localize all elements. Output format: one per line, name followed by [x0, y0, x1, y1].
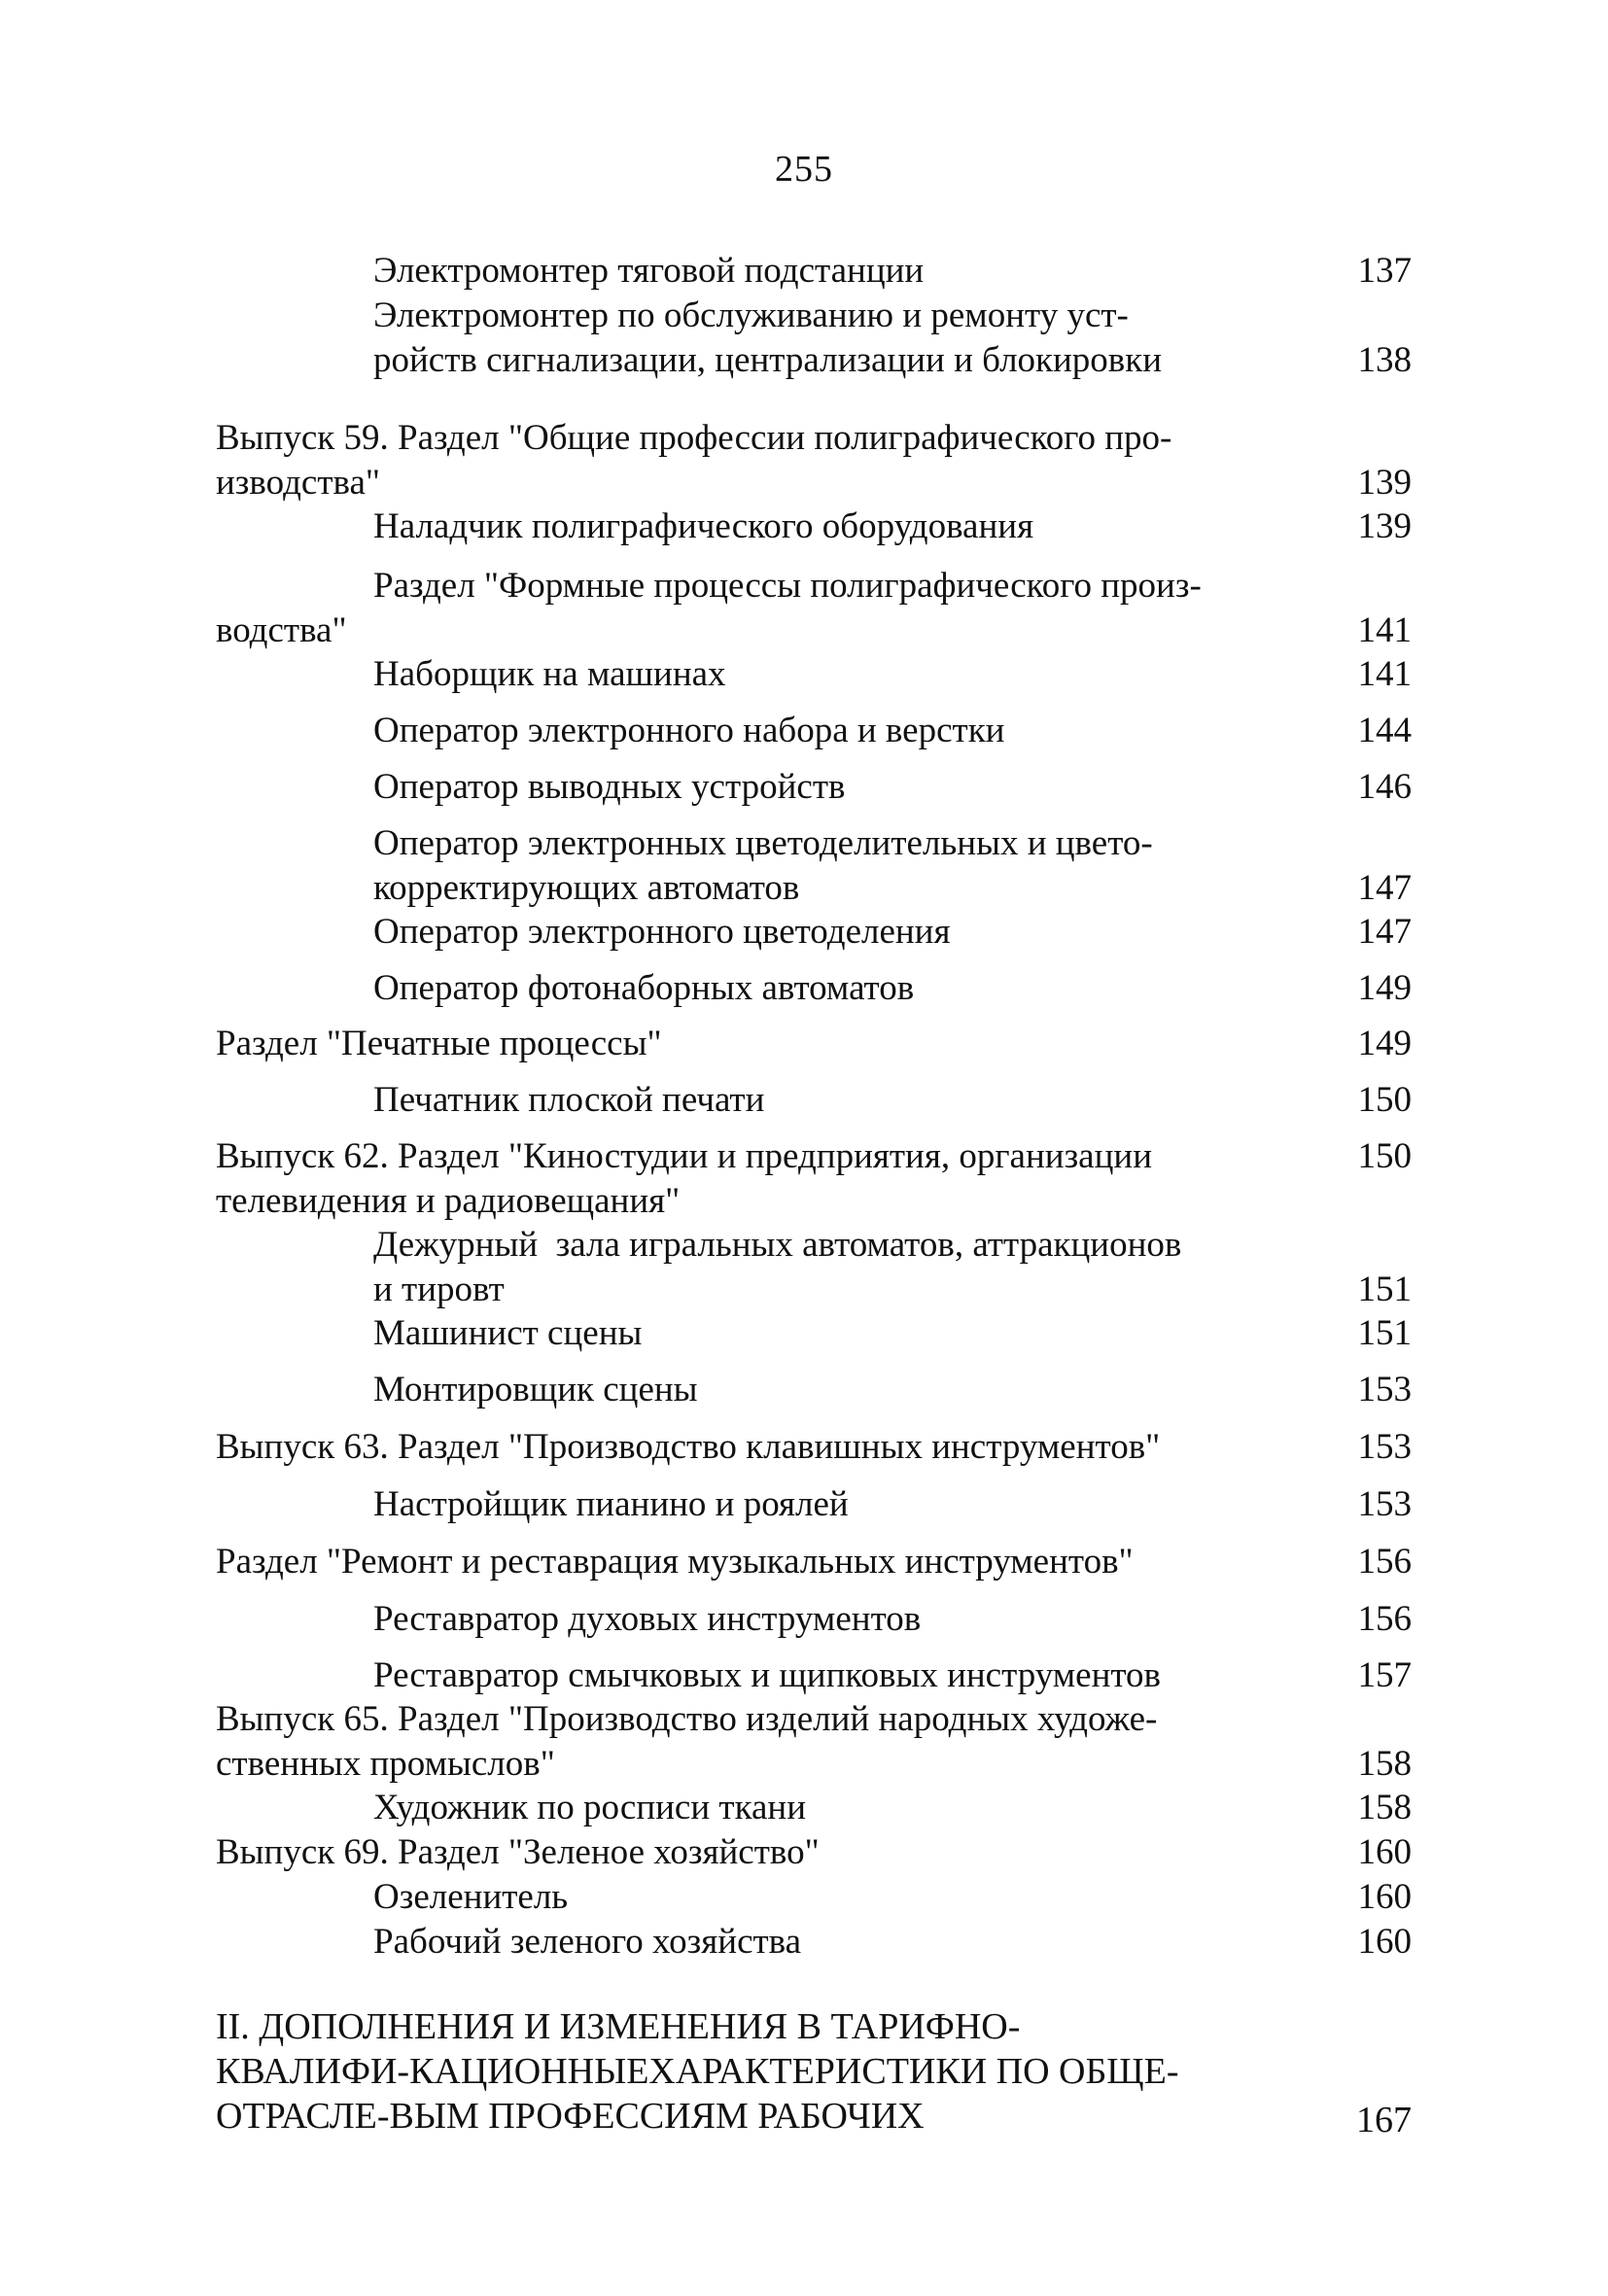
- toc-entry: [216, 504, 1412, 549]
- toc-entry-label: Выпуск 63. Раздел "Производство клавишных инструментов": [216, 1427, 1161, 1467]
- toc-entry: [216, 1597, 1412, 1642]
- toc-entry: [216, 1482, 1412, 1527]
- toc-entry: [216, 1134, 1412, 1224]
- section-heading-line: ОТРАСЛЕ-ВЫМ ПРОФЕССИЯМ РАБОЧИХ: [216, 2096, 925, 2137]
- toc-entry-label: Настройщик пианино и роялей: [373, 1484, 849, 1524]
- toc-entry-page: 153: [1357, 1484, 1412, 1524]
- toc-entry-page: 156: [1357, 1542, 1412, 1582]
- toc-entry-label: Электромонтер по обслуживанию и ремонту уст-: [373, 296, 1129, 335]
- toc-entry: [216, 1223, 1412, 1312]
- toc-entry-label: Выпуск 62. Раздел "Киностудии и предприятия, организации: [216, 1136, 1153, 1176]
- section-heading: [216, 2004, 1412, 2139]
- toc-entry-page: 138: [1357, 340, 1412, 380]
- toc-entry-label: ственных промыслов": [216, 1744, 555, 1784]
- toc-entry-label: Оператор выводных устройств: [373, 767, 846, 807]
- toc-entry-page: 141: [1357, 654, 1412, 694]
- toc-entry: [216, 609, 1412, 653]
- toc-entry: [216, 416, 1412, 505]
- toc-entry: [216, 652, 1412, 697]
- toc-entry-page: 160: [1357, 1832, 1412, 1872]
- toc-entry-page: 151: [1357, 1270, 1412, 1309]
- toc-entry-label: Раздел "Формные процессы полиграфического произ-: [373, 566, 1202, 606]
- toc-entry-label: Выпуск 69. Раздел "Зеленое хозяйство": [216, 1832, 820, 1872]
- toc-entry-page: 150: [1357, 1136, 1412, 1176]
- page-number: 255: [775, 149, 833, 190]
- table-of-contents: [216, 0, 1412, 2296]
- toc-entry-page: 157: [1357, 1655, 1412, 1695]
- toc-entry-label: изводства": [216, 463, 380, 503]
- toc-entry: [216, 966, 1412, 1011]
- section-heading-line: II. ДОПОЛНЕНИЯ И ИЗМЕНЕНИЯ В ТАРИФНО-: [216, 2006, 1021, 2047]
- toc-entry-label: Выпуск 59. Раздел "Общие профессии полиграфического про-: [216, 418, 1172, 458]
- toc-entry-page: 139: [1357, 463, 1412, 503]
- toc-entry: [216, 1830, 1412, 1875]
- toc-entry: [216, 1653, 1412, 1698]
- section-heading-line: КВАЛИФИ-КАЦИОННЫЕХАРАКТЕРИСТИКИ ПО ОБЩЕ-: [216, 2051, 1179, 2092]
- toc-entry-label: Художник по росписи ткани: [373, 1788, 807, 1827]
- toc-entry-label: Монтировщик сцены: [373, 1370, 698, 1409]
- toc-entry-label: Наборщик на машинах: [373, 654, 726, 694]
- toc-entry: [216, 1368, 1412, 1412]
- toc-entry-label: Оператор фотонаборных автоматов: [373, 968, 915, 1008]
- toc-entry-page: 156: [1357, 1599, 1412, 1639]
- toc-entry-label: Реставратор смычковых и щипковых инструментов: [373, 1655, 1162, 1695]
- toc-entry-label: Оператор электронных цветоделительных и цвето-: [373, 823, 1153, 863]
- toc-entry-page: 147: [1357, 868, 1412, 908]
- toc-entry: [216, 1920, 1412, 1965]
- toc-entry-page: 149: [1357, 968, 1412, 1008]
- toc-entry-page: 160: [1357, 1877, 1412, 1917]
- toc-entry: [216, 1078, 1412, 1123]
- toc-entry: [216, 294, 1412, 383]
- toc-entry-label: Наладчик полиграфического оборудования: [373, 506, 1034, 546]
- section-heading-page: 167: [1356, 2100, 1412, 2140]
- toc-entry-label: Озеленитель: [373, 1877, 569, 1917]
- toc-entry-label: Машинист сцены: [373, 1313, 643, 1353]
- toc-entry: [216, 249, 1412, 294]
- toc-entry-label: Рабочий зеленого хозяйства: [373, 1922, 802, 1962]
- toc-entry-label: корректирующих автоматов: [373, 868, 800, 908]
- toc-entry: [216, 1697, 1412, 1787]
- toc-entry-label: Оператор электронного набора и верстки: [373, 711, 1005, 750]
- toc-entry-label: телевидения и радиовещания": [216, 1181, 681, 1221]
- toc-entry-label: водства": [216, 610, 347, 650]
- toc-entry: [216, 1540, 1412, 1584]
- toc-entry: [216, 1875, 1412, 1920]
- toc-entry: [216, 910, 1412, 955]
- toc-entry: [216, 1022, 1412, 1066]
- toc-entry-label: Раздел "Печатные процессы": [216, 1024, 662, 1063]
- toc-entry: [216, 1425, 1412, 1470]
- toc-entry: [216, 1311, 1412, 1356]
- toc-entry-page: 149: [1357, 1024, 1412, 1063]
- toc-entry-page: 158: [1357, 1744, 1412, 1784]
- toc-entry-label: Печатник плоской печати: [373, 1080, 765, 1120]
- toc-entry-page: 150: [1357, 1080, 1412, 1120]
- toc-entry-page: 153: [1357, 1370, 1412, 1409]
- toc-entry-label: Реставратор духовых инструментов: [373, 1599, 922, 1639]
- toc-entry-label: Оператор электронного цветоделения: [373, 912, 951, 952]
- toc-entry-label: ройств сигнализации, централизации и блокировки: [373, 340, 1163, 380]
- toc-entry-label: Выпуск 65. Раздел "Производство изделий народных художе-: [216, 1699, 1158, 1739]
- toc-entry-page: 146: [1357, 767, 1412, 807]
- toc-entry: [216, 765, 1412, 810]
- toc-entry-page: 144: [1357, 711, 1412, 750]
- toc-entry-label: и тировт: [373, 1270, 505, 1309]
- toc-entry-label: Электромонтер тяговой подстанции: [373, 251, 925, 291]
- toc-entry-page: 147: [1357, 912, 1412, 952]
- toc-entry: [216, 709, 1412, 753]
- toc-entry-label: Раздел "Ремонт и реставрация музыкальных инструментов": [216, 1542, 1134, 1582]
- toc-entry-page: 141: [1357, 610, 1412, 650]
- toc-entry-page: 153: [1357, 1427, 1412, 1467]
- toc-entry-page: 151: [1357, 1313, 1412, 1353]
- toc-entry: [216, 821, 1412, 911]
- toc-entry-page: 158: [1357, 1788, 1412, 1827]
- toc-entry-page: 137: [1357, 251, 1412, 291]
- toc-entry-page: 139: [1357, 506, 1412, 546]
- toc-entry-label: Дежурный зала игральных автоматов, аттракционов: [373, 1225, 1182, 1265]
- toc-entry: [216, 1786, 1412, 1830]
- toc-entry-page: 160: [1357, 1922, 1412, 1962]
- toc-entry: [216, 564, 1412, 609]
